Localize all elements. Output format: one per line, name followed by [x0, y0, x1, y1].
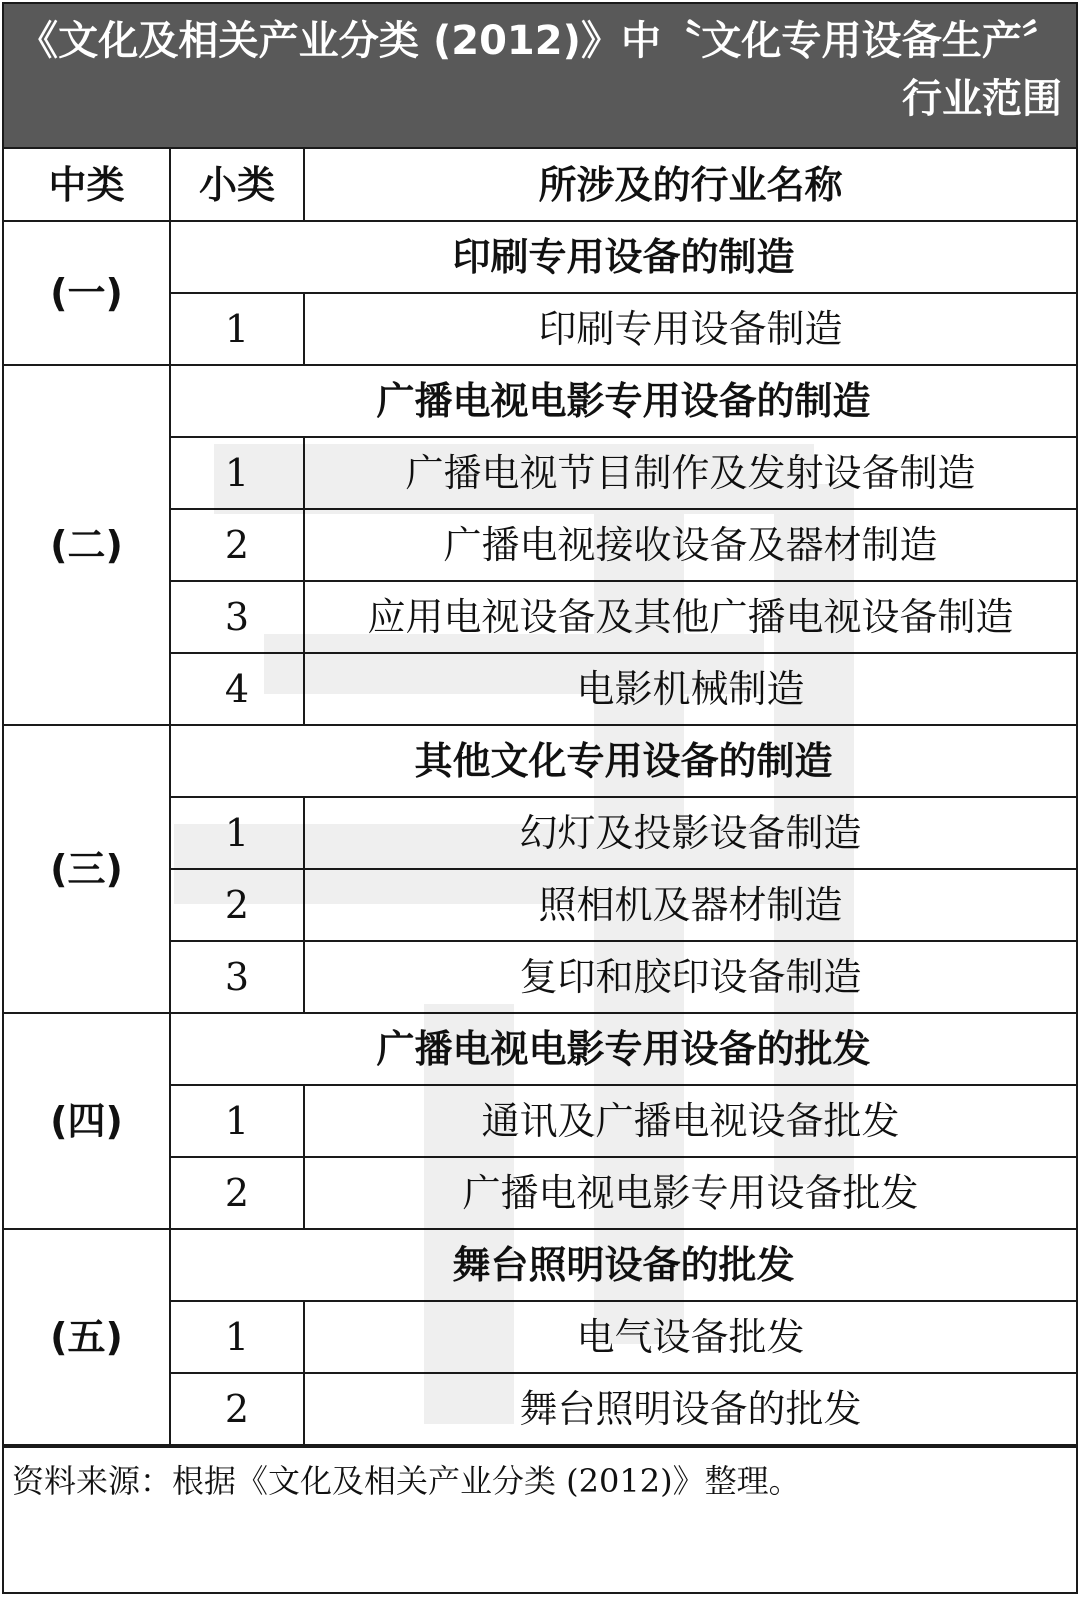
header-industry-name: 所涉及的行业名称 — [304, 149, 1076, 221]
industry-name: 应用电视设备及其他广播电视设备制造 — [304, 581, 1076, 653]
small-category-number: 2 — [170, 869, 304, 941]
header-row — [4, 149, 1076, 221]
mid-category-cell: (五) — [4, 1229, 170, 1445]
industry-name: 电影机械制造 — [304, 653, 1076, 725]
industry-name: 广播电视电影专用设备批发 — [304, 1157, 1076, 1229]
small-category-number: 1 — [170, 1085, 304, 1157]
small-category-number: 2 — [170, 1157, 304, 1229]
industry-name: 广播电视节目制作及发射设备制造 — [304, 437, 1076, 509]
header-mid-category: 中类 — [4, 149, 170, 221]
classification-table — [4, 149, 1076, 1446]
industry-name: 照相机及器材制造 — [304, 869, 1076, 941]
header-small-category: 小类 — [170, 149, 304, 221]
industry-name: 印刷专用设备制造 — [304, 293, 1076, 365]
section-title: 广播电视电影专用设备的制造 — [170, 365, 1076, 437]
industry-name: 广播电视接收设备及器材制造 — [304, 509, 1076, 581]
small-category-number: 2 — [170, 509, 304, 581]
section-row — [4, 365, 1076, 437]
industry-name: 复印和胶印设备制造 — [304, 941, 1076, 1013]
section-title: 舞台照明设备的批发 — [170, 1229, 1076, 1301]
industry-name: 幻灯及投影设备制造 — [304, 797, 1076, 869]
source-note: 资料来源：根据《文化及相关产业分类 (2012)》整理。 — [4, 1446, 1076, 1516]
small-category-number: 3 — [170, 581, 304, 653]
section-title: 其他文化专用设备的制造 — [170, 725, 1076, 797]
mid-category-cell: (三) — [4, 725, 170, 1013]
industry-name: 舞台照明设备的批发 — [304, 1373, 1076, 1445]
small-category-number: 1 — [170, 797, 304, 869]
section-row — [4, 1229, 1076, 1301]
mid-category-cell: (一) — [4, 221, 170, 365]
small-category-number: 1 — [170, 437, 304, 509]
section-row — [4, 221, 1076, 293]
industry-name: 通讯及广播电视设备批发 — [304, 1085, 1076, 1157]
table-title: 《文化及相关产业分类 (2012)》中〝文化专用设备生产〞行业范围 — [4, 4, 1076, 149]
category-table-figure — [2, 2, 1078, 1594]
section-row — [4, 725, 1076, 797]
small-category-number: 2 — [170, 1373, 304, 1445]
mid-category-cell: (四) — [4, 1013, 170, 1229]
section-title: 印刷专用设备的制造 — [170, 221, 1076, 293]
mid-category-cell: (二) — [4, 365, 170, 725]
small-category-number: 1 — [170, 293, 304, 365]
section-row — [4, 1013, 1076, 1085]
small-category-number: 3 — [170, 941, 304, 1013]
industry-name: 电气设备批发 — [304, 1301, 1076, 1373]
small-category-number: 1 — [170, 1301, 304, 1373]
small-category-number: 4 — [170, 653, 304, 725]
section-title: 广播电视电影专用设备的批发 — [170, 1013, 1076, 1085]
